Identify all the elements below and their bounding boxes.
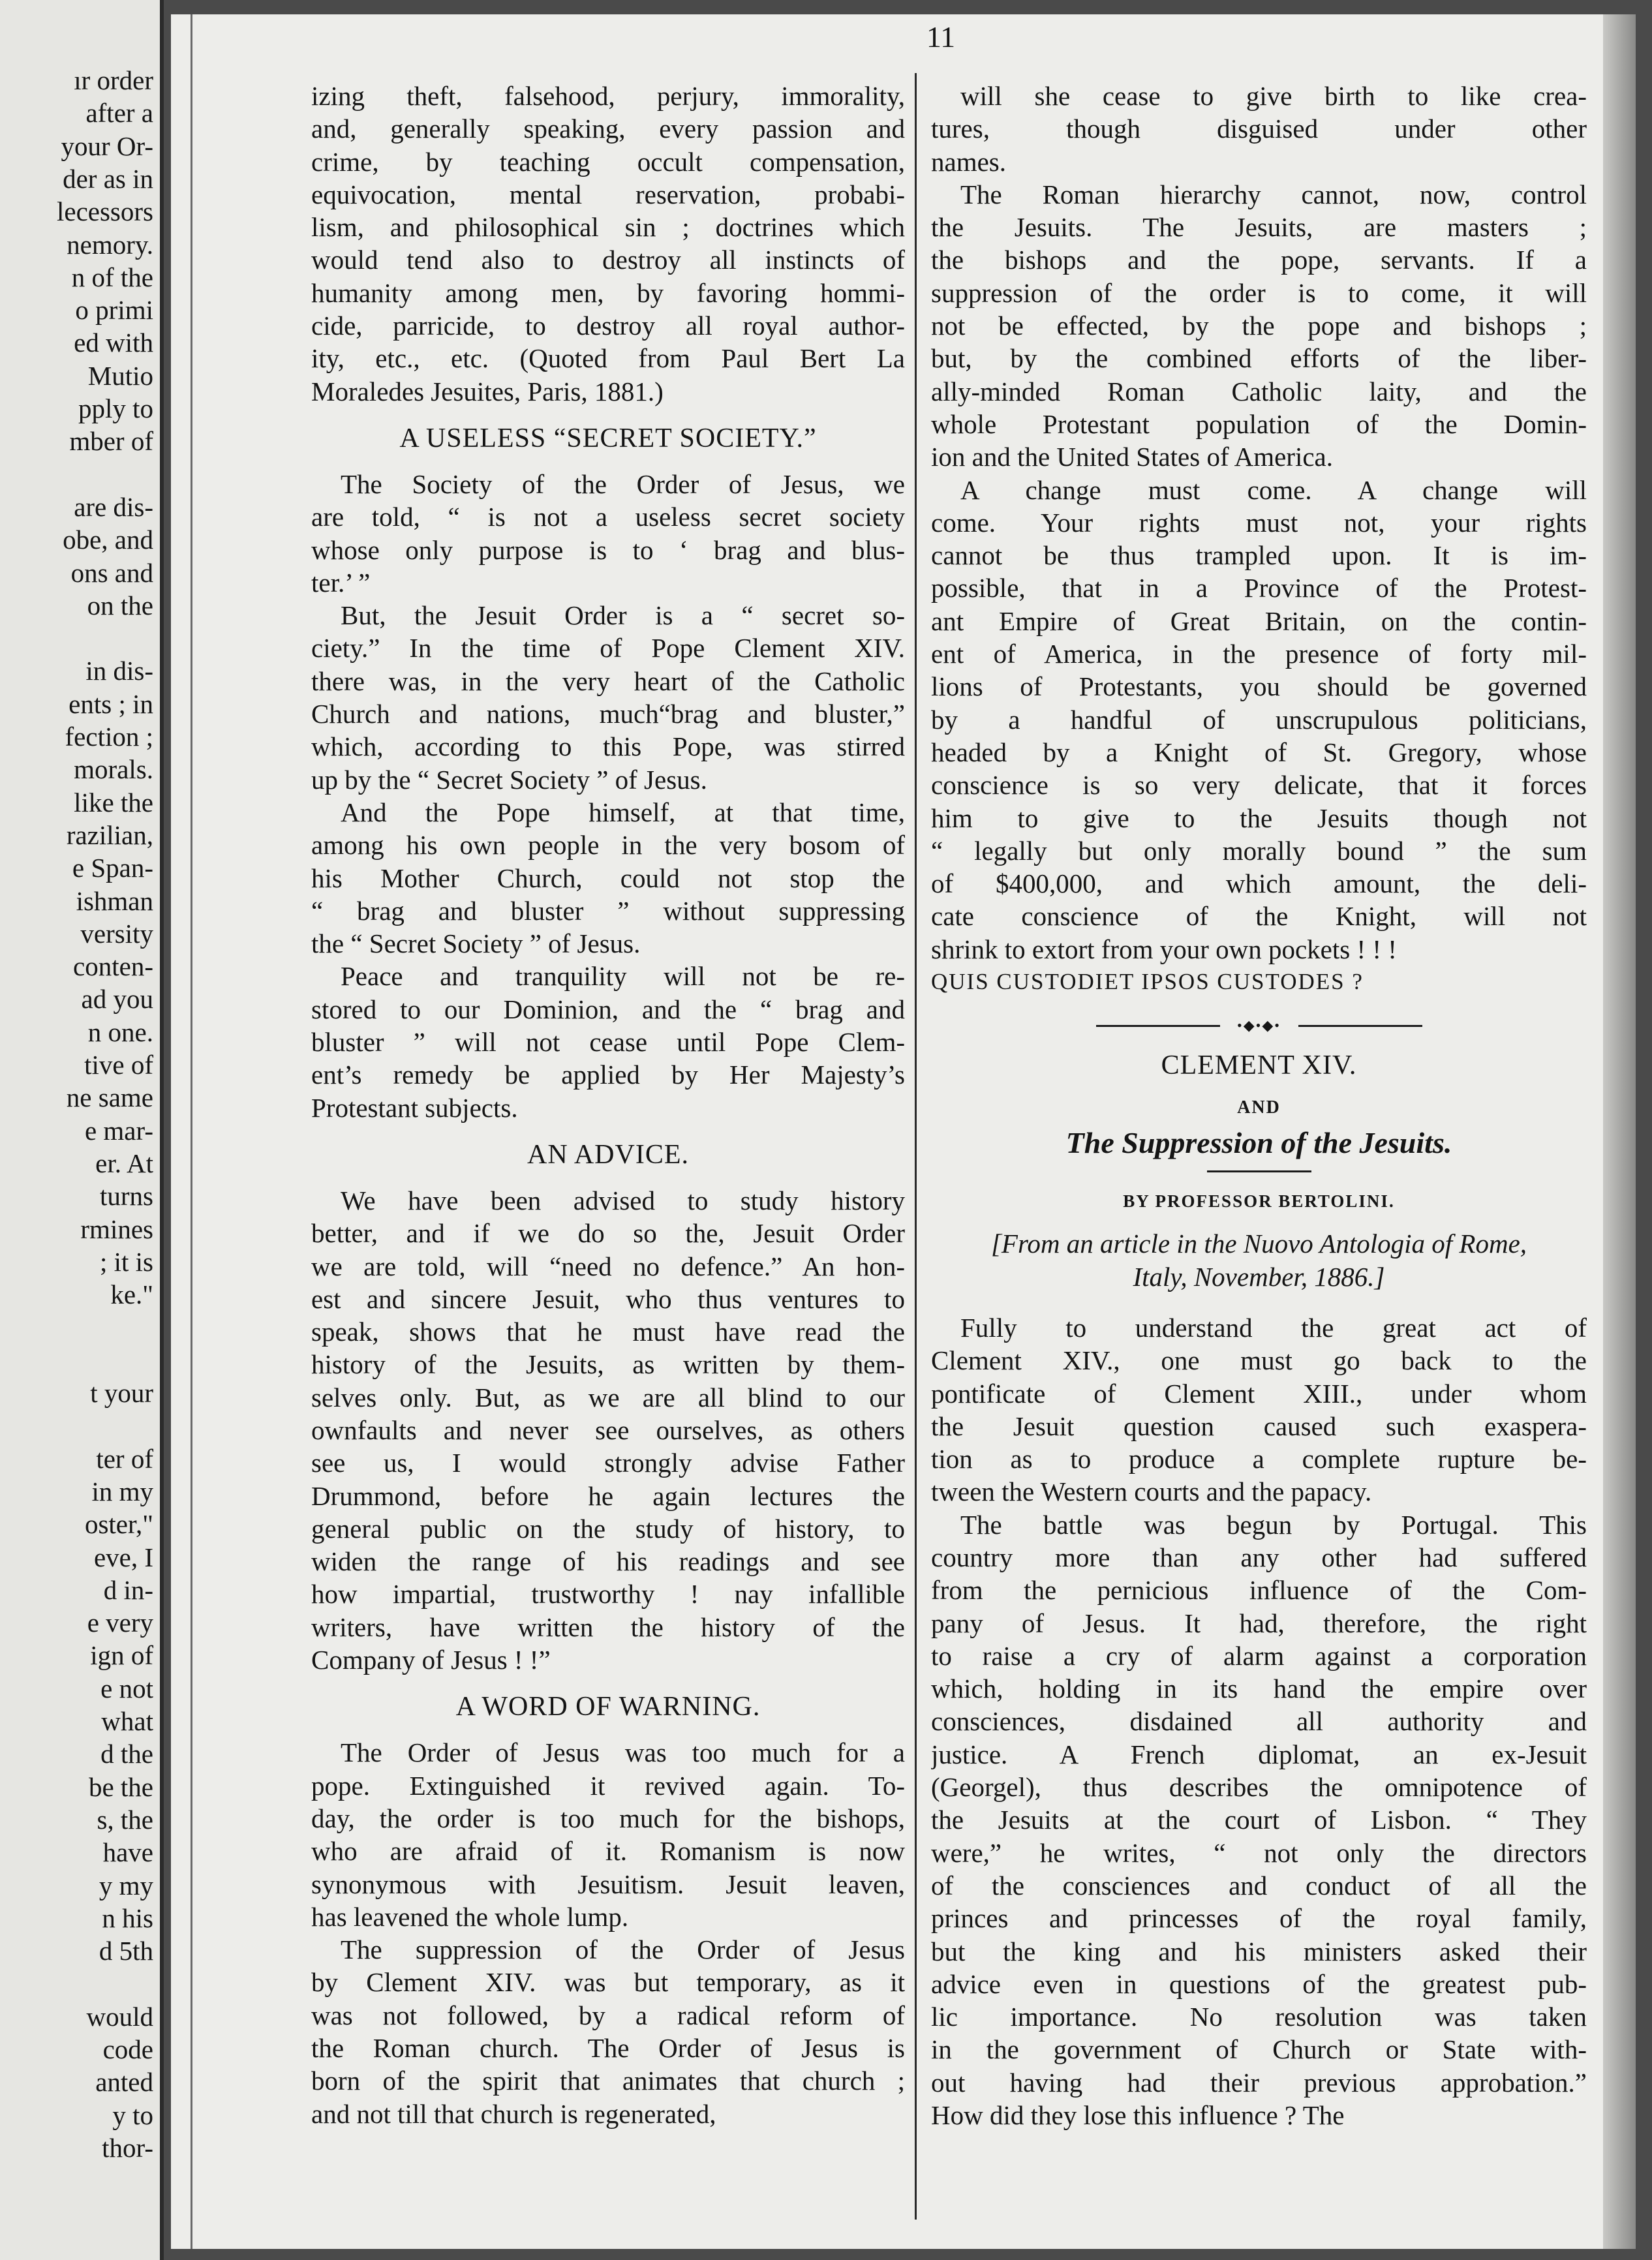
paragraph xyxy=(311,960,905,1123)
prev-page-line: o primi xyxy=(75,295,153,326)
text-line: whose only purpose is to ‘ brag and blus- xyxy=(311,534,905,565)
text-line: stored to our Dominion, and the “ brag and xyxy=(311,994,905,1024)
page-fold-shadow xyxy=(1603,14,1636,2249)
text-line: by Clement XIV. was but temporary, as it xyxy=(311,1967,905,1998)
text-line: writers, have written the history of the xyxy=(311,1611,905,1642)
right-column xyxy=(931,80,1587,2131)
text-line: conscience is so very delicate, that it forces xyxy=(931,770,1587,801)
prev-page-line: ır order xyxy=(74,65,153,95)
text-line: ent of America, in the presence of forty mil- xyxy=(931,639,1587,669)
prev-page-line: be the xyxy=(88,1771,153,1802)
prev-page-line: fection ; xyxy=(65,722,153,752)
text-line: The Roman hierarchy cannot, now, control xyxy=(960,179,1587,209)
prev-page-line: y to xyxy=(112,2100,153,2130)
article-body xyxy=(931,1311,1587,2131)
paragraph xyxy=(931,1311,1587,1508)
prev-page-line: d 5th xyxy=(99,1936,153,1966)
paragraph xyxy=(311,599,905,796)
text-line: The suppression of the Order of Jesus xyxy=(341,1934,905,1965)
text-line: history of the Jesuits, as written by them- xyxy=(311,1349,905,1380)
prev-page-line: n his xyxy=(102,1902,153,1933)
text-line: humanity among men, by favoring hommi- xyxy=(311,277,905,308)
text-line: ant Empire of Great Britain, on the contin- xyxy=(931,605,1587,636)
text-line: ity, etc., etc. (Quoted from Paul Bert La xyxy=(311,343,905,374)
page-left-border xyxy=(191,14,192,2249)
note-line: [From an article in the Nuovo Antologia of Rome, xyxy=(990,1229,1527,1259)
text-line: was not followed, by a radical reform of xyxy=(311,2000,905,2030)
prev-page-line: turns xyxy=(100,1181,153,1212)
prev-page-line: rmines xyxy=(80,1214,153,1244)
text-line: headed by a Knight of St. Gregory, whose xyxy=(931,737,1587,767)
text-line: “ legally but only morally bound ” the sum xyxy=(931,835,1587,866)
paragraph xyxy=(931,178,1587,474)
article-and: AND xyxy=(1237,1097,1281,1118)
note-line: Italy, November, 1886.] xyxy=(1133,1261,1385,1292)
section-heading-warning: A WORD OF WARNING. xyxy=(455,1692,761,1722)
prev-page-line: s, the xyxy=(97,1804,153,1835)
prev-page-line: nemory. xyxy=(67,229,153,260)
text-line: are told, “ is not a useless secret society xyxy=(311,502,905,532)
section-heading-advice: AN ADVICE. xyxy=(527,1139,689,1170)
text-line: crime, by teaching occult compensation, xyxy=(311,146,905,177)
section-heading-secret-society: A USELESS “SECRET SOCIETY.” xyxy=(399,423,817,453)
text-line: the “ Secret Society ” of Jesus. xyxy=(311,928,641,959)
text-line: Company of Jesus ! !” xyxy=(311,1645,551,1675)
prev-page-line: like the xyxy=(74,787,153,817)
prev-page-line: in dis- xyxy=(85,656,153,686)
prev-page-line: ne same xyxy=(66,1082,153,1113)
paragraph xyxy=(931,1508,1587,2132)
paragraph xyxy=(311,1933,905,2130)
text-line: speak, shows that he must have read the xyxy=(311,1317,905,1347)
text-line: widen the range of his readings and see xyxy=(311,1546,905,1577)
text-line: among his own people in the very bosom of xyxy=(311,830,905,861)
prev-page-line: pply to xyxy=(78,393,153,423)
section-warning-body xyxy=(311,1736,905,2130)
text-line: Moraledes Jesuites, Paris, 1881.) xyxy=(311,376,664,406)
text-line: and not till that church is regenerated, xyxy=(311,2098,716,2129)
prev-page-line: code xyxy=(102,2034,153,2064)
text-line: And the Pope himself, at that time, xyxy=(341,797,905,827)
prev-page-line: in my xyxy=(91,1476,153,1506)
prev-page-line: razilian, xyxy=(66,819,153,850)
prev-page-line: versity xyxy=(80,918,153,949)
text-line: consciences, disdained all authority and xyxy=(931,1706,1587,1737)
previous-page-fragment xyxy=(0,0,164,2260)
section-advice-body xyxy=(311,1184,905,1676)
text-line: But, the Jesuit Order is a “ secret so- xyxy=(341,600,905,631)
text-line: tween the Western courts and the papacy. xyxy=(931,1476,1372,1507)
text-line: cannot be thus trampled upon. It is im- xyxy=(931,540,1587,571)
prev-page-line: lecessors xyxy=(56,196,153,227)
prev-page-line: e mar- xyxy=(84,1115,153,1146)
text-line: of the consciences and conduct of all the xyxy=(931,1870,1587,1901)
text-line: the Jesuits at the court of Lisbon. “ They xyxy=(931,1805,1587,1835)
text-line: equivocation, mental reservation, probabi- xyxy=(311,179,905,209)
text-line: Clement XIV., one must go back to the xyxy=(931,1345,1587,1376)
prev-page-line: y my xyxy=(99,1870,153,1901)
prev-page-line: e Span- xyxy=(72,853,153,883)
text-line: day, the order is too much for the bishops, xyxy=(311,1803,905,1833)
prev-page-line: ; it is xyxy=(99,1246,153,1277)
text-line: The Society of the Order of Jesus, we xyxy=(341,468,905,499)
prev-page-line: on the xyxy=(87,590,153,620)
prev-page-line: er. At xyxy=(95,1148,153,1178)
text-line: lions of Protestants, you should be governed xyxy=(931,671,1587,702)
text-line: justice. A French diplomat, an ex-Jesuit xyxy=(931,1739,1587,1769)
prev-page-line: what xyxy=(101,1706,153,1736)
text-line: who are afraid of it. Romanism is now xyxy=(311,1836,905,1867)
text-line: of $400,000, and which amount, the deli- xyxy=(931,868,1587,899)
text-line: “ brag and bluster ” without suppressing xyxy=(311,895,905,926)
text-line: names. xyxy=(931,146,1006,177)
prev-page-line: after a xyxy=(85,98,153,129)
prev-page-line: conten- xyxy=(73,951,153,982)
prev-page-line: obe, and xyxy=(63,525,153,555)
text-line: cate conscience of the Knight, will not xyxy=(931,901,1587,932)
newspaper-page xyxy=(171,14,1603,2249)
prev-page-line: your Or- xyxy=(61,130,153,161)
text-line: tures, though disguised under other xyxy=(931,114,1587,144)
text-line: Drummond, before he again lectures the xyxy=(311,1480,905,1511)
text-line: the Roman church. The Order of Jesus is xyxy=(311,2033,905,2064)
section-secret-society-body xyxy=(311,468,905,1124)
text-line: ion and the United States of America. xyxy=(931,442,1333,472)
prev-page-line: e not xyxy=(100,1673,153,1703)
text-line: ownfaults and never see ourselves, as others xyxy=(311,1414,905,1445)
text-line: see us, I would strongly advise Father xyxy=(311,1448,905,1478)
paragraph xyxy=(311,1736,905,1933)
text-line: from the pernicious influence of the Com- xyxy=(931,1575,1587,1606)
text-line: We have been advised to study history xyxy=(341,1185,905,1215)
paragraph xyxy=(311,796,905,960)
prev-page-line: would xyxy=(86,2001,153,2032)
text-line: A change must come. A change will xyxy=(960,474,1587,505)
text-line: advice even in questions of the greatest pub- xyxy=(931,1968,1587,1999)
text-line: izing theft, falsehood, perjury, immorality, xyxy=(311,81,905,111)
text-line: come. Your rights must not, your rights xyxy=(931,507,1587,538)
prev-page-line: tive of xyxy=(84,1050,153,1080)
paragraph xyxy=(931,474,1587,966)
text-line: but, by the combined efforts of the liber- xyxy=(931,343,1587,374)
text-line: born of the spirit that animates that church ; xyxy=(311,2066,905,2096)
text-line: there was, in the very heart of the Catholic xyxy=(311,665,905,696)
prev-page-line: der as in xyxy=(63,163,153,194)
text-line: ter.’ ” xyxy=(311,567,371,598)
text-line: country more than any other had suffered xyxy=(931,1542,1587,1572)
article-title-rule xyxy=(1207,1170,1311,1172)
article-title: CLEMENT XIV. xyxy=(1161,1050,1357,1081)
prev-page-line: have xyxy=(102,1837,153,1868)
right-intro-body xyxy=(931,80,1587,966)
text-line: The battle was begun by Portugal. This xyxy=(960,1509,1587,1540)
prev-page-line: are dis- xyxy=(74,491,153,522)
text-line: bluster ” will not cease until Pope Clem- xyxy=(311,1027,905,1058)
text-line: ent’s remedy be applied by Her Majesty’s xyxy=(311,1060,905,1090)
text-line: better, and if we do so the, Jesuit Order xyxy=(311,1218,905,1249)
paragraph xyxy=(931,80,1587,178)
text-line: (Georgel), thus describes the omnipotence of xyxy=(931,1772,1587,1803)
text-line: which, according to this Pope, was stirred xyxy=(311,731,905,762)
prev-page-line: ke." xyxy=(110,1279,153,1310)
prev-page-line: ign of xyxy=(90,1640,153,1671)
text-line: to raise a cry of alarm against a corporation xyxy=(931,1640,1587,1671)
text-line: which, holding in its hand the empire over xyxy=(931,1673,1587,1704)
page-number: 11 xyxy=(926,20,956,53)
text-line: whole Protestant population of the Domin- xyxy=(931,408,1587,439)
text-line: Peace and tranquility will not be re- xyxy=(341,961,905,992)
text-line: the Jesuit question caused such exaspera- xyxy=(931,1411,1587,1441)
prev-page-line: morals. xyxy=(74,754,153,785)
text-line: were,” he writes, “ not only the directors xyxy=(931,1837,1587,1868)
text-line: princes and princesses of the royal family, xyxy=(931,1903,1587,1934)
text-line: selves only. But, as we are all blind to our xyxy=(311,1382,905,1412)
text-line: we are told, will “need no defence.” An hon- xyxy=(311,1251,905,1281)
prev-page-line: ter of xyxy=(96,1443,153,1474)
prev-page-line: e very xyxy=(87,1608,153,1638)
prev-page-line: oster," xyxy=(84,1509,153,1540)
text-line: shrink to extort from your own pockets ! ! ! xyxy=(931,934,1397,964)
text-line: est and sincere Jesuit, who thus ventures to xyxy=(311,1283,905,1314)
text-line: How did they lose this influence ? The xyxy=(931,2100,1345,2131)
prev-page-line: ishman xyxy=(76,885,153,916)
prev-page-line: anted xyxy=(95,2067,153,2098)
column-divider xyxy=(915,73,917,2220)
prev-page-line: eve, I xyxy=(93,1542,153,1572)
prev-page-line: ons and xyxy=(70,557,153,588)
paragraph xyxy=(311,1184,905,1676)
prev-page-line: ed with xyxy=(74,328,153,358)
text-line: would tend also to destroy all instincts of xyxy=(311,245,905,275)
prev-page-line: n of the xyxy=(71,262,153,292)
prev-page-line: mber of xyxy=(69,426,153,457)
text-line: not be effected, by the pope and bishops ; xyxy=(931,311,1587,341)
text-line: and, generally speaking, every passion and xyxy=(311,114,905,144)
text-line: his Mother Church, could not stop the xyxy=(311,863,905,893)
text-line: lic importance. No resolution was taken xyxy=(931,2002,1587,2032)
left-column xyxy=(311,80,905,2130)
article-byline: BY PROFESSOR BERTOLINI. xyxy=(1123,1191,1395,1212)
text-line: ciety.” In the time of Pope Clement XIV. xyxy=(311,633,905,664)
text-line: possible, that in a Province of the Protest- xyxy=(931,573,1587,603)
prev-page-line: Mutio xyxy=(87,360,153,391)
ornament-bar-left xyxy=(1096,1025,1220,1027)
latin-quote-text: QUIS CUSTODIET IPSOS CUSTODES ? xyxy=(931,969,1364,995)
prev-page-line: d the xyxy=(100,1739,153,1769)
text-line: up by the “ Secret Society ” of Jesus. xyxy=(311,764,707,795)
article-source-note xyxy=(931,1227,1587,1293)
text-line: Protestant subjects. xyxy=(311,1092,518,1123)
text-line: Fully to understand the great act of xyxy=(960,1312,1587,1343)
text-line: synonymous with Jesuitism. Jesuit leaven, xyxy=(311,1869,905,1899)
intro-paragraph xyxy=(311,80,905,408)
text-line: but the king and his ministers asked their xyxy=(931,1936,1587,1966)
text-line: The Order of Jesus was too much for a xyxy=(341,1737,905,1768)
text-line: him to give to the Jesuits though not xyxy=(931,802,1587,833)
section-ornament-rule xyxy=(1096,1018,1422,1033)
prev-page-line: ad you xyxy=(81,984,153,1015)
text-line: pany of Jesus. It had, therefore, the right xyxy=(931,1608,1587,1638)
text-line: has leavened the whole lump. xyxy=(311,1901,629,1932)
text-line: ally-minded Roman Catholic laity, and the xyxy=(931,376,1587,406)
prev-page-line: d in- xyxy=(103,1574,153,1605)
text-line: out having had their previous approbation.” xyxy=(931,2067,1587,2098)
text-line: by a handful of unscrupulous politicians, xyxy=(931,704,1587,735)
text-line: how impartial, trustworthy ! nay infallible xyxy=(311,1579,905,1610)
prev-page-line: thor- xyxy=(102,2132,153,2163)
article-subtitle: The Suppression of the Jesuits. xyxy=(1065,1126,1452,1160)
text-line: Church and nations, much“brag and bluster,” xyxy=(311,699,905,729)
text-line: pope. Extinguished it revived again. To- xyxy=(311,1770,905,1801)
text-line: pontificate of Clement XIII., under whom xyxy=(931,1378,1587,1409)
text-line: general public on the study of history, to xyxy=(311,1513,905,1544)
text-line: the Jesuits. The Jesuits, are masters ; xyxy=(931,212,1587,243)
text-line: suppression of the order is to come, it will xyxy=(931,277,1587,308)
text-line: in the government of Church or State with- xyxy=(931,2034,1587,2065)
text-line: the bishops and the pope, servants. If a xyxy=(931,245,1587,275)
prev-page-line: t your xyxy=(90,1378,153,1408)
text-line: lism, and philosophical sin ; doctrines which xyxy=(311,212,905,243)
latin-quote xyxy=(931,966,1587,998)
prev-page-line: n one. xyxy=(87,1016,153,1047)
text-line: will she cease to give birth to like crea- xyxy=(960,81,1587,111)
paragraph xyxy=(311,468,905,599)
prev-page-line: ents ; in xyxy=(69,688,153,719)
ornament-bar-right xyxy=(1298,1025,1422,1027)
ornament-center: •◆•◆• xyxy=(1237,1017,1281,1034)
text-line: cide, parricide, to destroy all royal author- xyxy=(311,311,905,341)
text-line: tion as to produce a complete rupture be- xyxy=(931,1444,1587,1474)
